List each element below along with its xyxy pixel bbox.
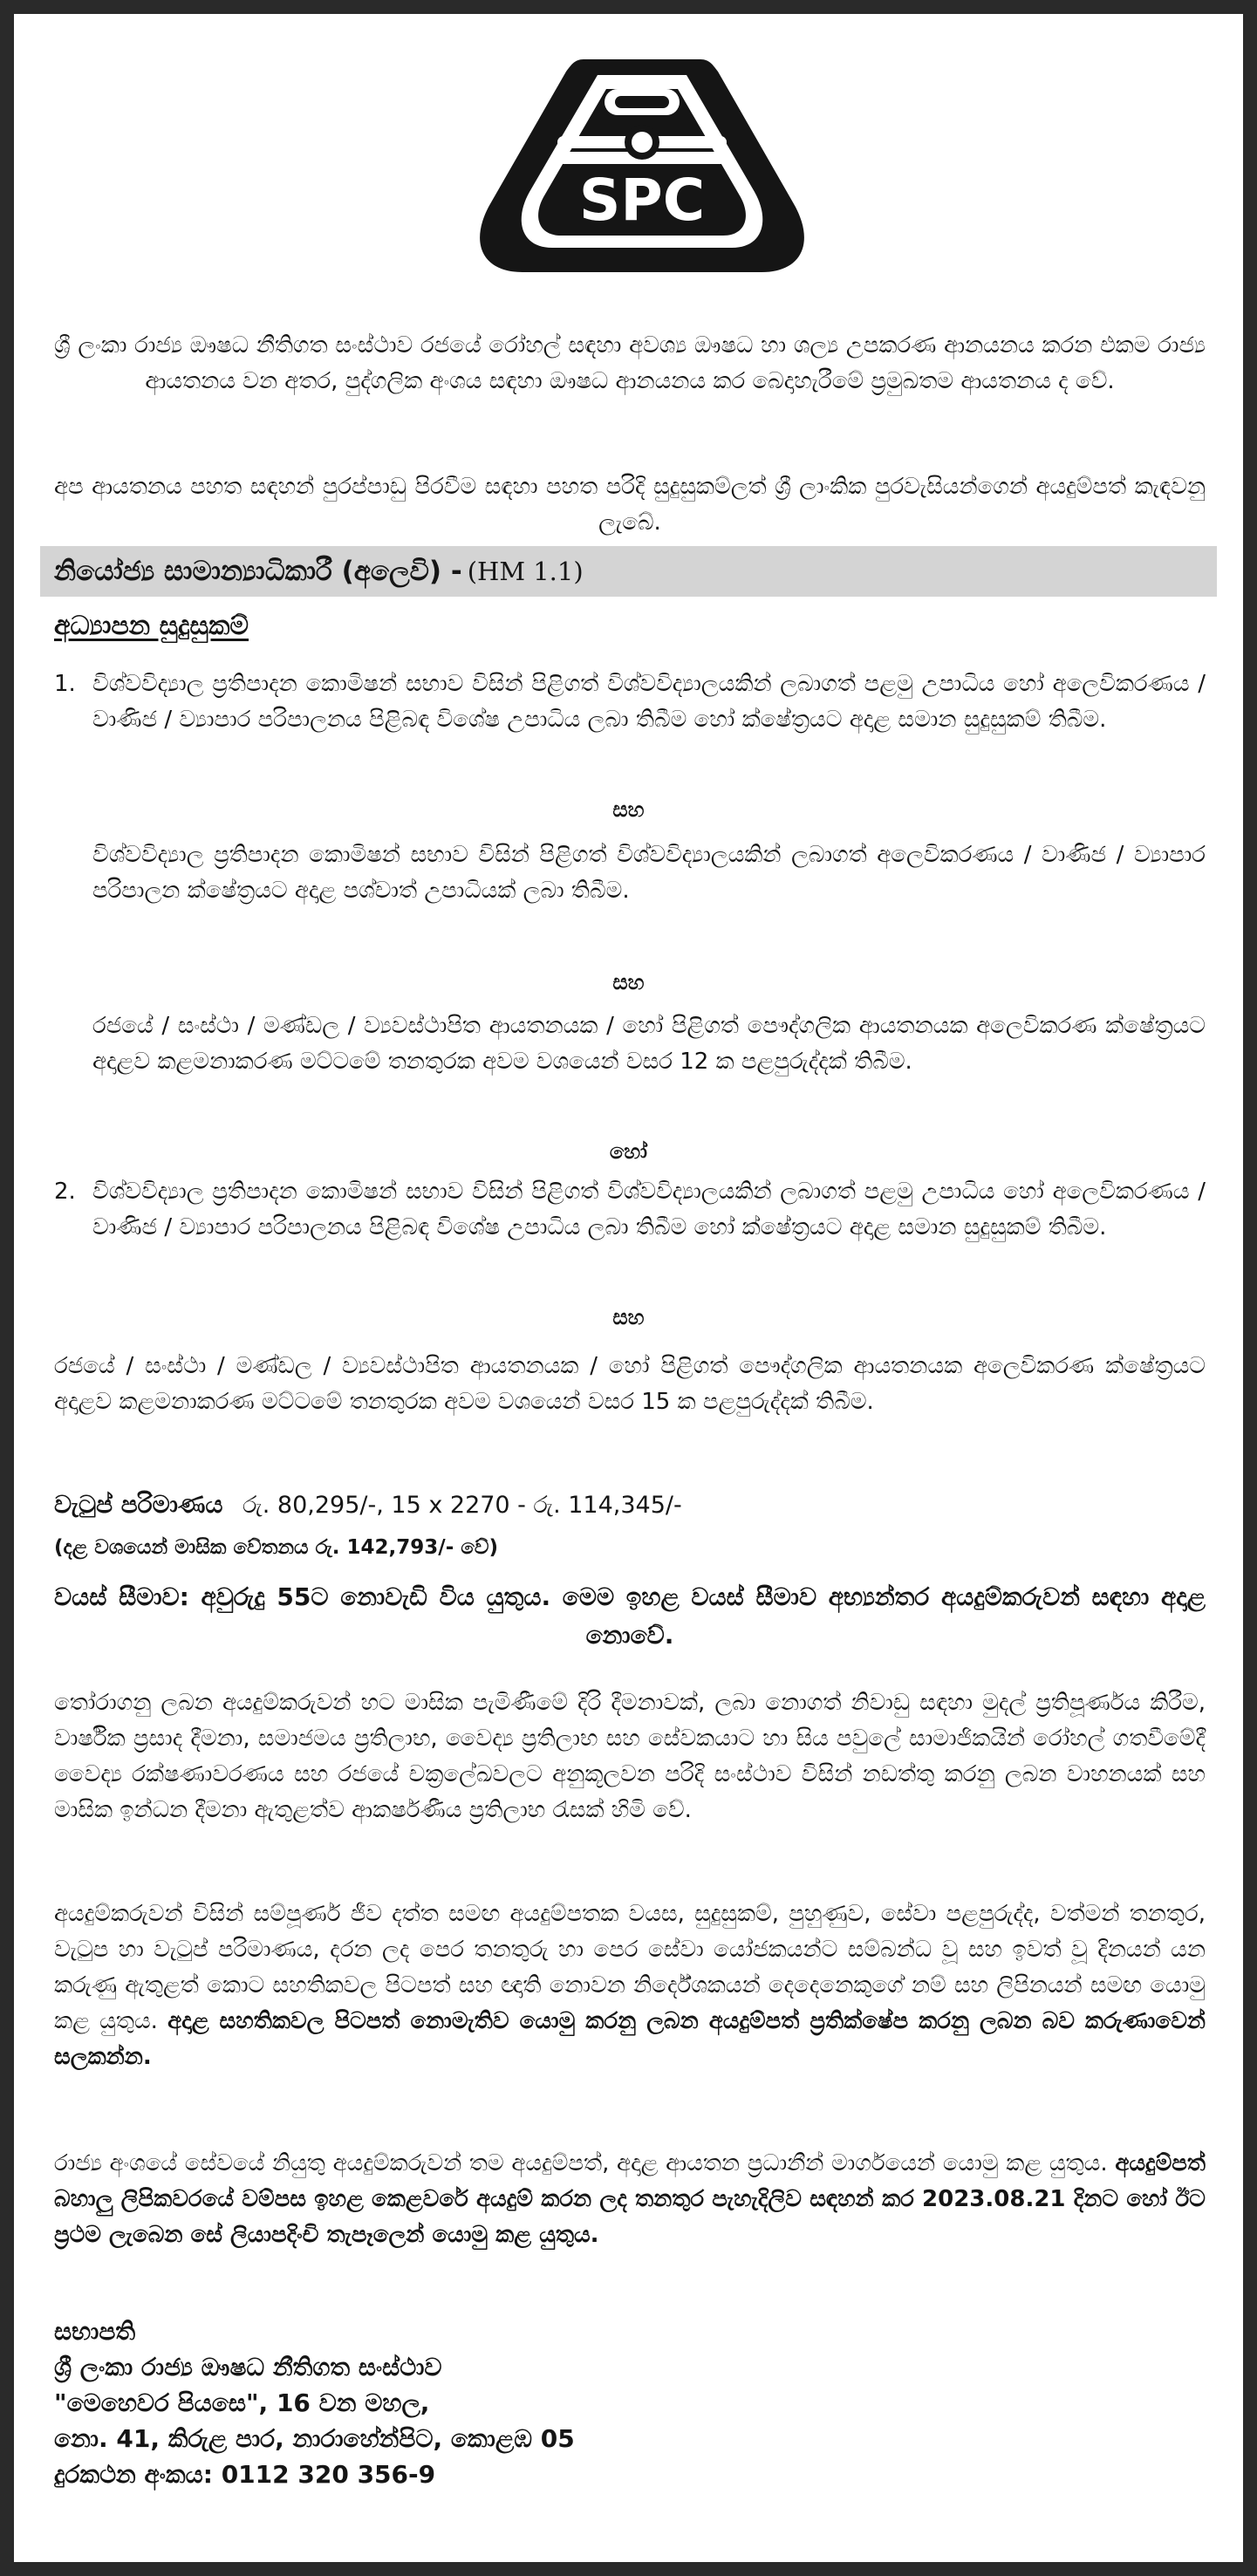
experience-requirement-15-years: රජයේ / සංස්ථා / මණ්ඩල / ව්‍යවස්ථාපිත ආයතනයක / හෝ පිළිගත් පෞද්ගලික ආයතනයක අලෙවිකරණ ක්ෂේත්‍රයට අදාළව කළමනාකරණ මට්ටමේ තනතුරක අවම වශයෙන් වසර 15 ක පළපුරුද්දක් තිබීම. xyxy=(54,1353,1206,1415)
spc-logo xyxy=(474,52,810,279)
salary-note: (දළ වශයෙන් මාසික වේතනය රු. 142,793/- වේ) xyxy=(54,1536,498,1559)
phone-number: දුරකථන අංකය: 0112 320 356-9 xyxy=(54,2460,436,2489)
advertisement-page xyxy=(14,14,1243,2562)
salary-scale xyxy=(54,1490,682,1520)
signature-block xyxy=(54,2313,575,2492)
organization-name: ශ්‍රී ලංකා රාජ්‍ය ඖෂධ නීතිගත සංස්ථාව xyxy=(54,2353,442,2381)
submission-instructions: රාජ්‍ය අංශයේ සේවයේ නියුතු අයදුම්කරුවන් තම අයදුම්පත්, අදාළ ආයතන ප්‍රධානීන් මාර්ගයෙන් යොමු කළ යුතුය. xyxy=(54,2150,1108,2176)
position-title: නියෝජ්‍ය සාමාන්‍යාධිකාරී (අලෙවි) - xyxy=(54,555,462,587)
experience-requirement-12-years: රජයේ / සංස්ථා / මණ්ඩල / ව්‍යවස්ථාපිත ආයතනයක / හෝ පිළිගත් පෞද්ගලික ආයතනයක අලෙවිකරණ ක්ෂේත්‍රයට අදාළව කළමනාකරණ මට්ටමේ තනතුරක අවම වශයෙන් වසර 12 ක පළපුරුද්දක් තිබීම. xyxy=(92,1013,1206,1075)
application-warning: අදාළ සහතිකවල පිටපත් නොමැතිව යොමු කරනු ලබන අයදුම්පත් ප්‍රතික්ෂේප කරනු ලබන බව කරුණාවෙන් සලකන්න. xyxy=(54,2008,1206,2070)
salary-value: රු. 80,295/-, 15 x 2270 - රු. 114,345/- xyxy=(243,1492,682,1519)
conjunction-and: සහ xyxy=(612,1305,645,1329)
qualification-text: විශ්වවිද්‍යාල ප්‍රතිපාදන කොමිෂන් සභාව විසින් පිළිගත් විශ්වවිද්‍යාලයකින් ලබාගත් පළමු උපාධිය හෝ අලෙවිකරණය / වාණිජ / ව්‍යාපාර පරිපාලනය පිළිබඳ විශේෂ උපාධිය ලබා තිබීම හෝ ක්ෂේත්‍රයට අදාළ සමාන සුදුසුකම් තිබීම. xyxy=(92,671,1206,733)
submission-deadline: අයදුම්පත් බහාලු ලිපිකවරයේ වම්පස ඉහළ කෙළවරේ අයදුම් කරන ලද තනතුර පැහැදිලිව සඳහන් කර 2023.08.21 දිනට හෝ ඊට ප්‍රථම ලැබෙන සේ ලියාපදිංචි තැපෑලෙන් යොමු කළ යුතුය. xyxy=(54,2150,1206,2248)
application-instructions: අයදුම්කරුවන් විසින් සම්පූර්ණ ජීව දත්ත සමඟ අයදුම්පතක වයස, සුදුසුකම්, පුහුණුව, සේවා පළපුරුද්ද, වත්මන් තනතුර, වැටුප හා වැටුප් පරිමාණය, දරන ලද පෙර තනතුරු හා පෙර සේවා යෝජකයන්ට සම්බන්ධ වූ සහ ඉවත් වූ දිනයන් යන කරුණු ඇතුළත් කොට සහතිකවල පිටපත් සහ ඥාති නොවන නිර්දේශකයන් දෙදෙනෙකුගේ නම් සහ ලිපිනයන් සමඟ යොමු කළ යුතුය. xyxy=(54,1901,1206,2034)
item-number: 1. xyxy=(54,671,76,697)
signatory-role: සභාපති xyxy=(54,2317,136,2346)
conjunction-or: හෝ xyxy=(609,1139,648,1164)
qualification-item-1 xyxy=(54,666,1206,738)
address-line-1: "මෙහෙවර පියසෙ", 16 වන මහල, xyxy=(54,2388,430,2417)
position-title-bar xyxy=(40,546,1217,597)
address-line-2: නො. 41, කිරුළ පාර, නාරාහේන්පිට, කොළඹ 05 xyxy=(54,2424,575,2453)
spc-logo-emblem xyxy=(474,52,810,279)
submission-paragraph xyxy=(54,2146,1206,2253)
intro-paragraph: ශ්‍රී ලංකා රාජ්‍ය ඖෂධ නීතිගත සංස්ථාව රජයේ රෝහල් සඳහා අවශ්‍ය ඖෂධ හා ශල්‍ය උපකරණ ආනයනය කරන එකම රාජ්‍ය ආයතනය වන අතර, පුද්ගලික අංශය සඳහා ඖෂධ ආනයනය කර බෙදාහැරීමේ ප්‍රමුඛතම ආයතනය ද වේ. xyxy=(54,332,1206,394)
benefits-paragraph: තෝරාගනු ලබන අයදුම්කරුවන් හට මාසික පැමිණීමේ දිරි දීමනාවක්, ලබා නොගත් නිවාඩු සඳහා මුදල් ප්‍රතිපූර්ණය කිරීම, වාර්ෂික ප්‍රසාද දීමනා, සමාජමය ප්‍රතිලාභ, වෛද්‍ය ප්‍රතිලාභ සහ සේවකයාට හා සිය පවුලේ සාමාජිකයින් රෝහල් ගතවීමේදී වෛද්‍ය රක්ෂණාවරණය සහ රජයේ චක්‍රලේඛවලට අනුකූලවන පරිදි සංස්ථාව විසින් නඩත්තු කරනු ලබන වාහනයක් සහ මාසික ඉන්ධන දීමනා ඇතුළත්ව ආකර්ෂණීය ප්‍රතිලාභ රැසක් හිමි වේ. xyxy=(54,1690,1206,1823)
age-limit: වයස් සීමාව: අවුරුදු 55ට නොවැඩි විය යුතුය. මෙම ඉහළ වයස් සීමාව අභ්‍යන්තර අයදුම්කරුවන් සඳහා අදාළ නොවේ. xyxy=(54,1582,1206,1650)
postgraduate-requirement: විශ්වවිද්‍යාල ප්‍රතිපාදන කොමිෂන් සභාව විසින් පිළිගත් විශ්වවිද්‍යාලයකින් ලබාගත් අලෙවිකරණය / වාණිජ / ව්‍යාපාර පරිපාලන ක්ෂේත්‍රයට අදාළ පශ්චාත් උපාධියක් ලබා තිබීම. xyxy=(92,842,1206,904)
spc-logo-text: SPC xyxy=(578,167,706,234)
qualification-text: විශ්වවිද්‍යාල ප්‍රතිපාදන කොමිෂන් සභාව විසින් පිළිගත් විශ්වවිද්‍යාලයකින් ලබාගත් පළමු උපාධිය හෝ අලෙවිකරණය / වාණිජ / ව්‍යාපාර පරිපාලනය පිළිබඳ විශේෂ උපාධිය ලබා තිබීම හෝ ක්ෂේත්‍රයට අදාළ සමාන සුදුසුකම් තිබීම. xyxy=(92,1179,1206,1240)
item-number: 2. xyxy=(54,1179,76,1205)
salary-label: වැටුප් පරිමාණය xyxy=(54,1490,223,1519)
invitation-paragraph: අප ආයතනය පහත සඳහන් පුරප්පාඩු පිරවීම සඳහා පහත පරිදි සුදුසුකම්ලත් ශ්‍රී ලාංකික පුරවැසියන්ගෙන් අයදුම්පත් කැඳවනු ලැබේ. xyxy=(54,474,1206,536)
conjunction-and: සහ xyxy=(612,970,645,994)
position-code: (HM 1.1) xyxy=(467,557,584,586)
qualification-item-2 xyxy=(54,1174,1206,1246)
application-paragraph xyxy=(54,1896,1206,2075)
conjunction-and: සහ xyxy=(612,797,645,822)
education-qualifications-heading: අධ්‍යාපන සුදුසුකම් xyxy=(54,611,249,641)
